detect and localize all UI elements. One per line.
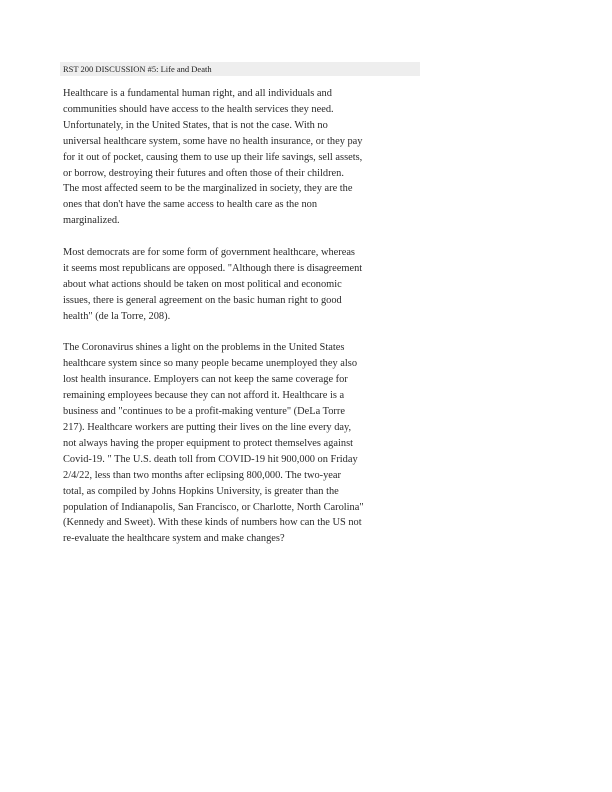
text-line: The most affected seem to be the marginalized in society, they are the xyxy=(63,183,353,195)
text-line: Unfortunately, in the United States, that is not the case. With no xyxy=(63,119,328,131)
text-line: 217). Healthcare workers are putting their lives on the line every day, xyxy=(63,422,352,433)
text-line: communities should have access to the health services they need. xyxy=(63,103,334,115)
document-header xyxy=(60,62,420,76)
text-line: universal healthcare system, some have no health insurance, or they pay xyxy=(63,135,363,147)
text-line: for it out of pocket, causing them to use up their life savings, sell assets, xyxy=(63,151,363,163)
text-line: population of Indianapolis, San Francisco, or Charlotte, North Carolina" xyxy=(63,501,364,513)
text-line: total, as compiled by Johns Hopkins University, is greater than the xyxy=(63,485,339,497)
text-line: health" (de la Torre, 208). xyxy=(63,310,171,322)
text-line: The Coronavirus shines a light on the problems in the United States xyxy=(63,342,345,354)
text-line: marginalized. xyxy=(63,215,120,227)
text-line: it seems most republicans are opposed. "Although there is disagreement xyxy=(63,262,363,274)
text-line: remaining employees because they can not afford it. Healthcare is a xyxy=(63,390,345,402)
text-line: Covid-19. " The U.S. death toll from COVID-19 hit 900,000 on Friday xyxy=(63,453,358,465)
paragraph xyxy=(63,245,408,325)
paragraph xyxy=(63,86,408,229)
text-line: ones that don't have the same access to health care as the non xyxy=(63,199,318,211)
text-line: (Kennedy and Sweet). With these kinds of numbers how can the US not xyxy=(63,517,362,529)
paragraph xyxy=(63,340,408,547)
text-line: about what actions should be taken on most political and economic xyxy=(63,278,342,290)
text-line: business and "continues to be a profit-making venture" (DeLa Torre xyxy=(63,406,345,418)
text-line: or borrow, destroying their futures and often those of their children. xyxy=(63,167,344,179)
text-line: lost health insurance. Employers can not keep the same coverage for xyxy=(63,374,348,386)
text-line: Most democrats are for some form of government healthcare, whereas xyxy=(63,247,355,259)
text-line: healthcare system since so many people became unemployed they also xyxy=(63,358,358,370)
text-line: issues, there is general agreement on the basic human right to good xyxy=(63,294,342,306)
text-line: re-evaluate the healthcare system and make changes? xyxy=(63,533,285,545)
text-line: not always having the proper equipment to protect themselves against xyxy=(63,437,353,449)
document-body xyxy=(63,86,408,563)
header-title: RST 200 DISCUSSION #5: Life and Death xyxy=(63,64,212,74)
text-line: Healthcare is a fundamental human right, and all individuals and xyxy=(63,88,332,99)
text-line: 2/4/22, less than two months after eclipsing 800,000. The two-year xyxy=(63,469,341,481)
